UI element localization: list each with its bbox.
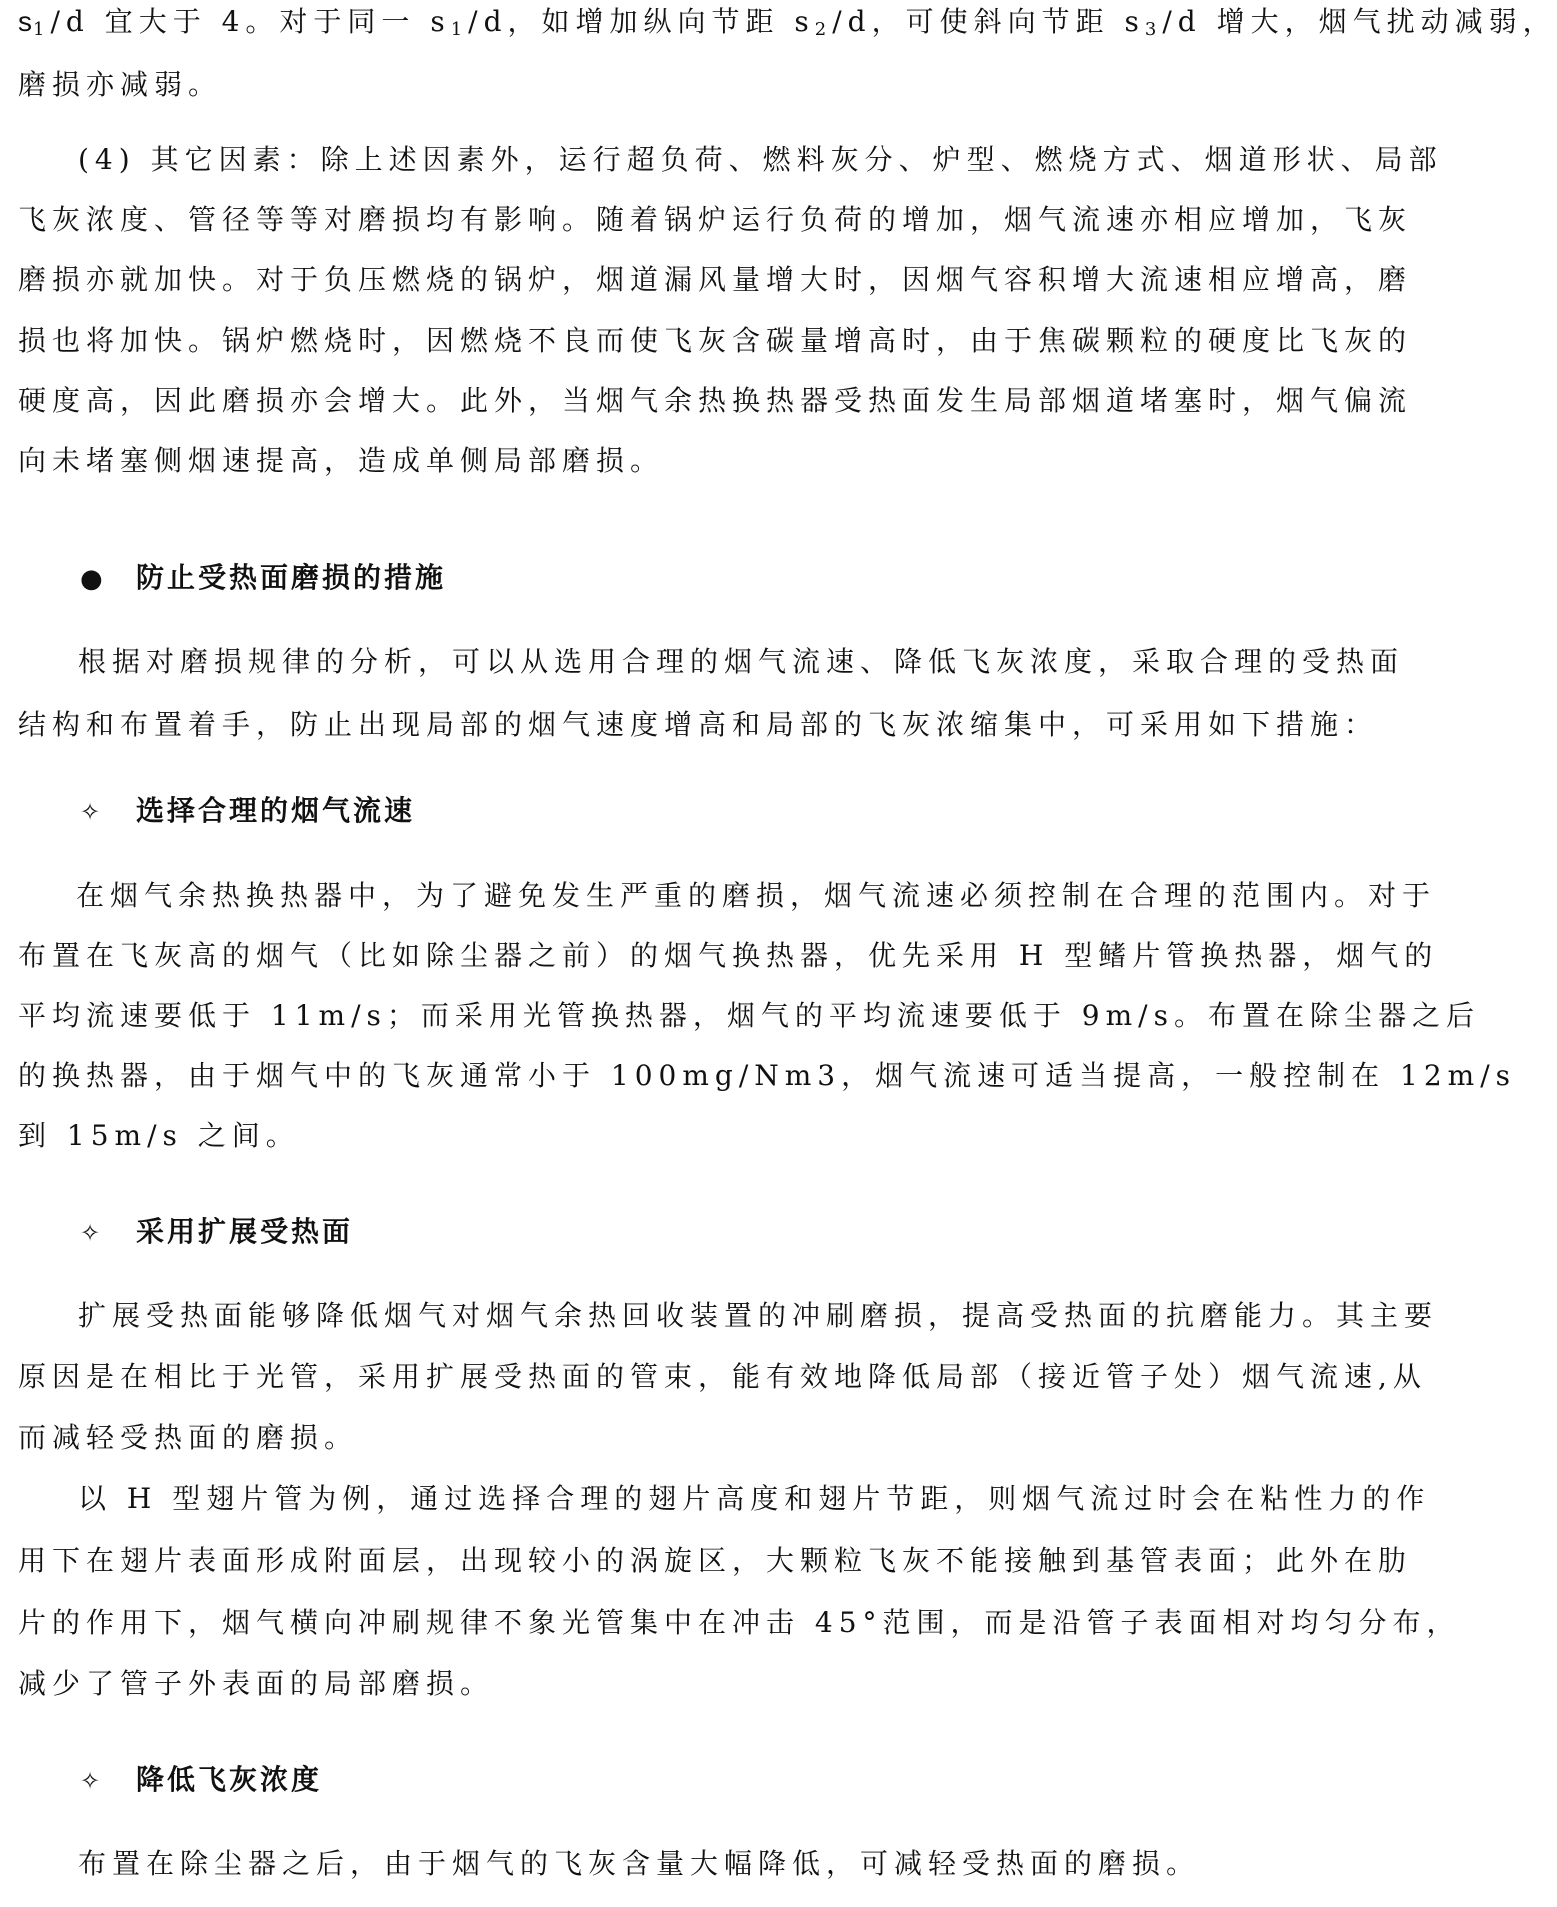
diamond-bullet-icon: ✧ (80, 798, 104, 826)
section-extended-line-6: 片的作用下，烟气横向冲刷规律不象光管集中在冲击 45°范围，而是沿管子表面相对均匀分布， (18, 1606, 1461, 1639)
subscript: 1 (33, 19, 51, 40)
bullet-dot-icon: ● (80, 564, 106, 594)
subsection-title: 降低飞灰浓度 (136, 1763, 323, 1796)
section-velocity-line-2: 布置在飞灰高的烟气（比如除尘器之前）的烟气换热器，优先采用 H 型鳍片管换热器，烟气的 (18, 939, 1439, 972)
text-segment: /d 增大，烟气扰动减弱， (1162, 5, 1557, 38)
paragraph-other-line-2: 飞灰浓度、管径等等对磨损均有影响。随着锅炉运行负荷的增加，烟气流速亦相应增加，飞灰 (18, 203, 1413, 236)
section-extended-line-3: 而减轻受热面的磨损。 (18, 1421, 359, 1454)
text-segment: /d，如增加纵向节距 s (468, 5, 815, 38)
subsection-title: 选择合理的烟气流速 (136, 794, 416, 827)
text-s: s (18, 6, 33, 37)
diamond-bullet-icon: ✧ (80, 1767, 104, 1795)
subsection-heading-velocity (80, 791, 415, 832)
section-main-line-1: 根据对磨损规律的分析，可以从选用合理的烟气流速、降低飞灰浓度，采取合理的受热面 (78, 645, 1405, 678)
subsection-heading-extended (80, 1212, 353, 1253)
section-velocity-line-1: 在烟气余热换热器中，为了避免发生严重的磨损，烟气流速必须控制在合理的范围内。对于 (76, 879, 1437, 912)
section-main-line-2: 结构和布置着手，防止出现局部的烟气速度增高和局部的飞灰浓缩集中，可采用如下措施： (18, 708, 1379, 741)
section-velocity-line-4: 的换热器，由于烟气中的飞灰通常小于 100mg/Nm3，烟气流速可适当提高，一般控制在 12m/s (18, 1059, 1517, 1092)
text-segment: /d，可使斜向节距 s (832, 5, 1145, 38)
section-extended-line-7: 减少了管子外表面的局部磨损。 (18, 1667, 495, 1700)
section-extended-line-5: 用下在翅片表面形成附面层，出现较小的涡旋区，大颗粒飞灰不能接触到基管表面；此外在肋 (18, 1544, 1413, 1577)
paragraph-other-line-1: (4) 其它因素：除上述因素外，运行超负荷、燃料灰分、炉型、燃烧方式、烟道形状、局部 (78, 143, 1443, 176)
diamond-bullet-icon: ✧ (80, 1219, 104, 1247)
section-extended-line-1: 扩展受热面能够降低烟气对烟气余热回收装置的冲刷磨损，提高受热面的抗磨能力。其主要 (78, 1299, 1439, 1332)
subsection-heading-ash (80, 1760, 322, 1801)
section-velocity-line-5: 到 15m/s 之间。 (18, 1119, 300, 1152)
section-heading-prevention (80, 558, 446, 599)
section-extended-line-4: 以 H 型翅片管为例，通过选择合理的翅片高度和翅片节距，则烟气流过时会在粘性力的作 (78, 1482, 1431, 1515)
subsection-title: 采用扩展受热面 (136, 1215, 354, 1248)
paragraph-other-line-5: 硬度高，因此磨损亦会增大。此外，当烟气余热换热器受热面发生局部烟道堵塞时，烟气偏流 (18, 384, 1413, 417)
subscript: 2 (814, 19, 833, 40)
paragraph-spacing-line-2: 磨损亦减弱。 (18, 68, 223, 101)
subscript: 3 (1144, 19, 1163, 40)
subscript: 1 (450, 19, 469, 40)
section-title: 防止受热面磨损的措施 (136, 561, 447, 594)
section-extended-line-2: 原因是在相比于光管，采用扩展受热面的管束，能有效地降低局部（接近管子处）烟气流速,从 (18, 1360, 1427, 1393)
section-ash-line-1: 布置在除尘器之后，由于烟气的飞灰含量大幅降低，可减轻受热面的磨损。 (78, 1847, 1201, 1880)
paragraph-other-line-6: 向未堵塞侧烟速提高，造成单侧局部磨损。 (18, 444, 665, 477)
text-segment: /d 宜大于 4。对于同一 s (50, 5, 451, 38)
paragraph-other-line-3: 磨损亦就加快。对于负压燃烧的锅炉，烟道漏风量增大时，因烟气容积增大流速相应增高，磨 (18, 263, 1413, 296)
section-velocity-line-3: 平均流速要低于 11m/s；而采用光管换热器，烟气的平均流速要低于 9m/s。布置在除尘器之后 (18, 999, 1480, 1032)
paragraph-other-line-4: 损也将加快。锅炉燃烧时，因燃烧不良而使飞灰含碳量增高时，由于焦碳颗粒的硬度比飞灰的 (18, 324, 1413, 357)
paragraph-spacing-line-1 (18, 2, 1557, 42)
